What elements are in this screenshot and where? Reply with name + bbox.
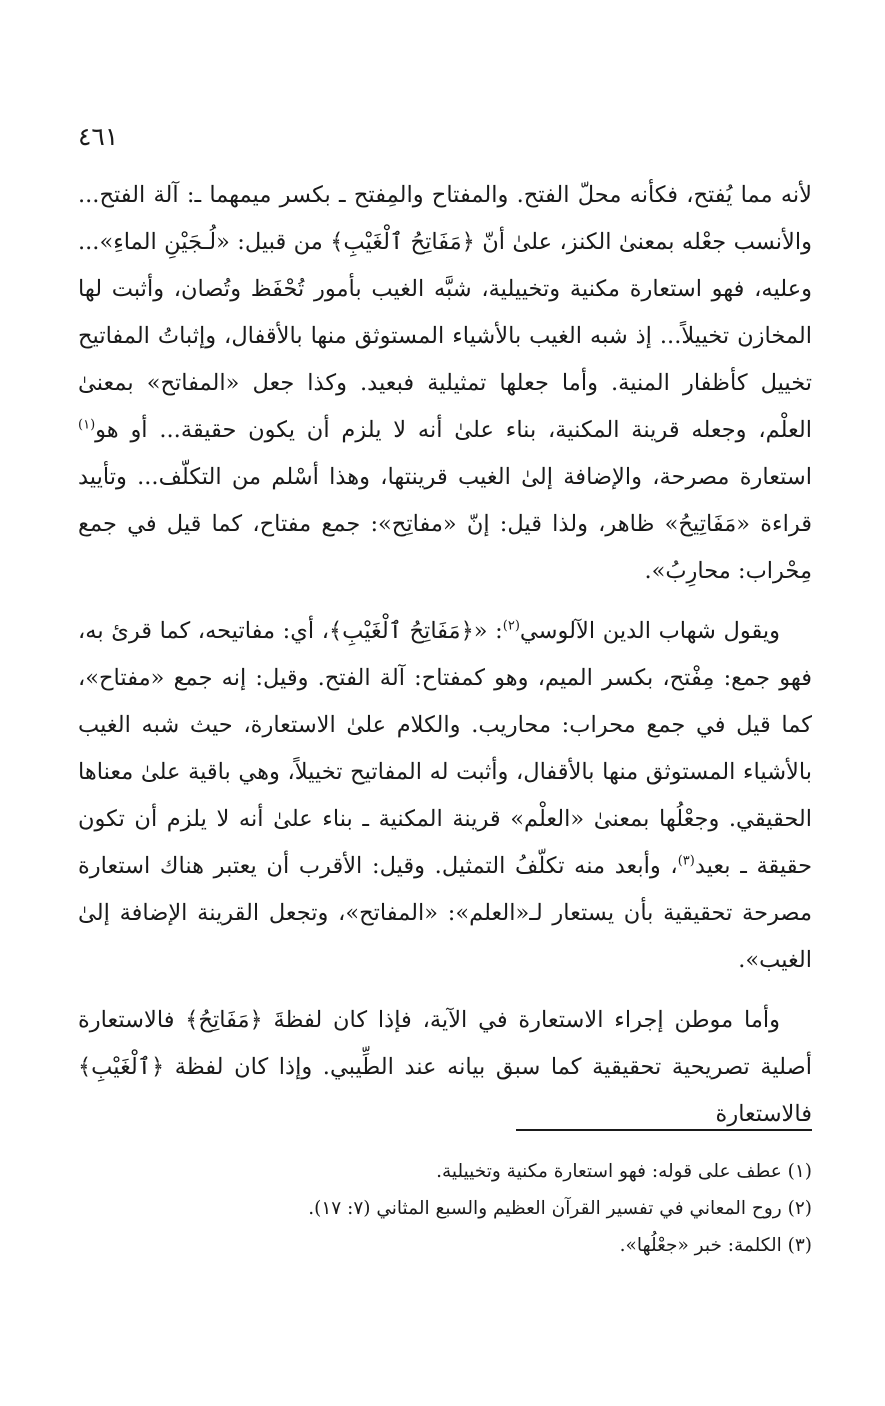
main-text — [78, 172, 812, 1138]
text-segment: : «﴿مَفَاتِحُ ٱلْغَيْبِ﴾، أي: مفاتيحه، كما قرئ به، فهو جمع: مِفْتح، بكسر الميم، وهو كمفتاح: آلة الفتح. وقيل: إنه جمع «مفتاح»، كما قيل في جمع محراب: محاريب. والكلام علىٰ الاستعارة، حيث شبه الغيب بالأشياء المستوثق منها بالأقفال، وأثبت له المفاتيح تخييلاً، وهي باقية علىٰ معناها الحقيقي. وجعْلُها بمعنىٰ «العلْم» قرينة المكنية ـ بناء علىٰ أنه لا يلزم أن تكون حقيقة ـ بعيد — [78, 618, 813, 879]
footnote-ref-2: (٢) — [502, 618, 520, 634]
page-number: ٤٦١ — [78, 122, 119, 151]
paragraph-1 — [78, 172, 812, 595]
footnote-ref-3: (٣) — [677, 853, 695, 869]
footnote-1: (١) عطف على قوله: فهو استعارة مكنية وتخييلية. — [436, 1161, 812, 1182]
footnote-3: (٣) الكلمة: خبر «جعْلُها». — [619, 1235, 812, 1256]
text-segment: لأنه مما يُفتح، فكأنه محلّ الفتح. والمفتاح والمِفتح ـ بكسر ميمهما ـ: آلة الفتح... والأنسب جعْله بمعنىٰ الكنز، علىٰ أنّ ﴿مَفَاتِحُ ٱلْغَيْبِ﴾ من قبيل: «لُـجَيْنِ الماءِ»... وعليه، فهو استعارة مكنية وتخييلية، شبَّه الغيب بأمور تُحْفَظ وتُصان، وأثبت لها المخازن تخييلاً... إذ شبه الغيب بالأشياء المستوثق منها بالأقفال، وإثباتُ المفاتيح تخييل كأظفار المنية. وأما جعلها تمثيلية فبعيد. وكذا جعل «المفاتح» بمعنىٰ العلْم، وجعله قرينة المكنية، بناء علىٰ أنه لا يلزم أن يكون حقيقة... أو هو — [78, 182, 812, 443]
text-segment: استعارة مصرحة، والإضافة إلىٰ الغيب قرينتها، وهذا أسْلم من التكلّف... وتأييد قراءة «مَفَاتِيحُ» ظاهر، ولذا قيل: إنّ «مفاتِح»: جمع مفتاح، كما قيل في جمع مِحْراب: محارِبُ». — [78, 464, 812, 584]
footnote-ref-1: (١) — [78, 417, 96, 433]
paragraph-3 — [78, 997, 812, 1138]
footnote-divider — [516, 1129, 812, 1131]
paragraph-2 — [78, 608, 812, 984]
text-segment: وأما موطن إجراء الاستعارة في الآية، فإذا كان لفظةَ ﴿مَفَاتِحُ﴾ فالاستعارة أصلية تصريحية تحقيقية كما سبق بيانه عند الطِّيبي. وإذا كان لفظة ﴿ٱلْغَيْبِ﴾ فالاستعارة — [78, 1007, 812, 1127]
text-segment: ويقول شهاب الدين الآلوسي — [519, 618, 780, 644]
footnotes — [78, 1153, 812, 1264]
footnote-2: (٢) روح المعاني في تفسير القرآن العظيم والسبع المثاني (٧: ١٧). — [308, 1198, 812, 1219]
text-segment: ، وأبعد منه تكلّفُ التمثيل. وقيل: الأقرب أن يعتبر هناك استعارة مصرحة تحقيقية بأن يستعار لـ«العلم»: «المفاتح»، وتجعل القرينة الإضافة إلىٰ الغيب». — [78, 853, 812, 973]
